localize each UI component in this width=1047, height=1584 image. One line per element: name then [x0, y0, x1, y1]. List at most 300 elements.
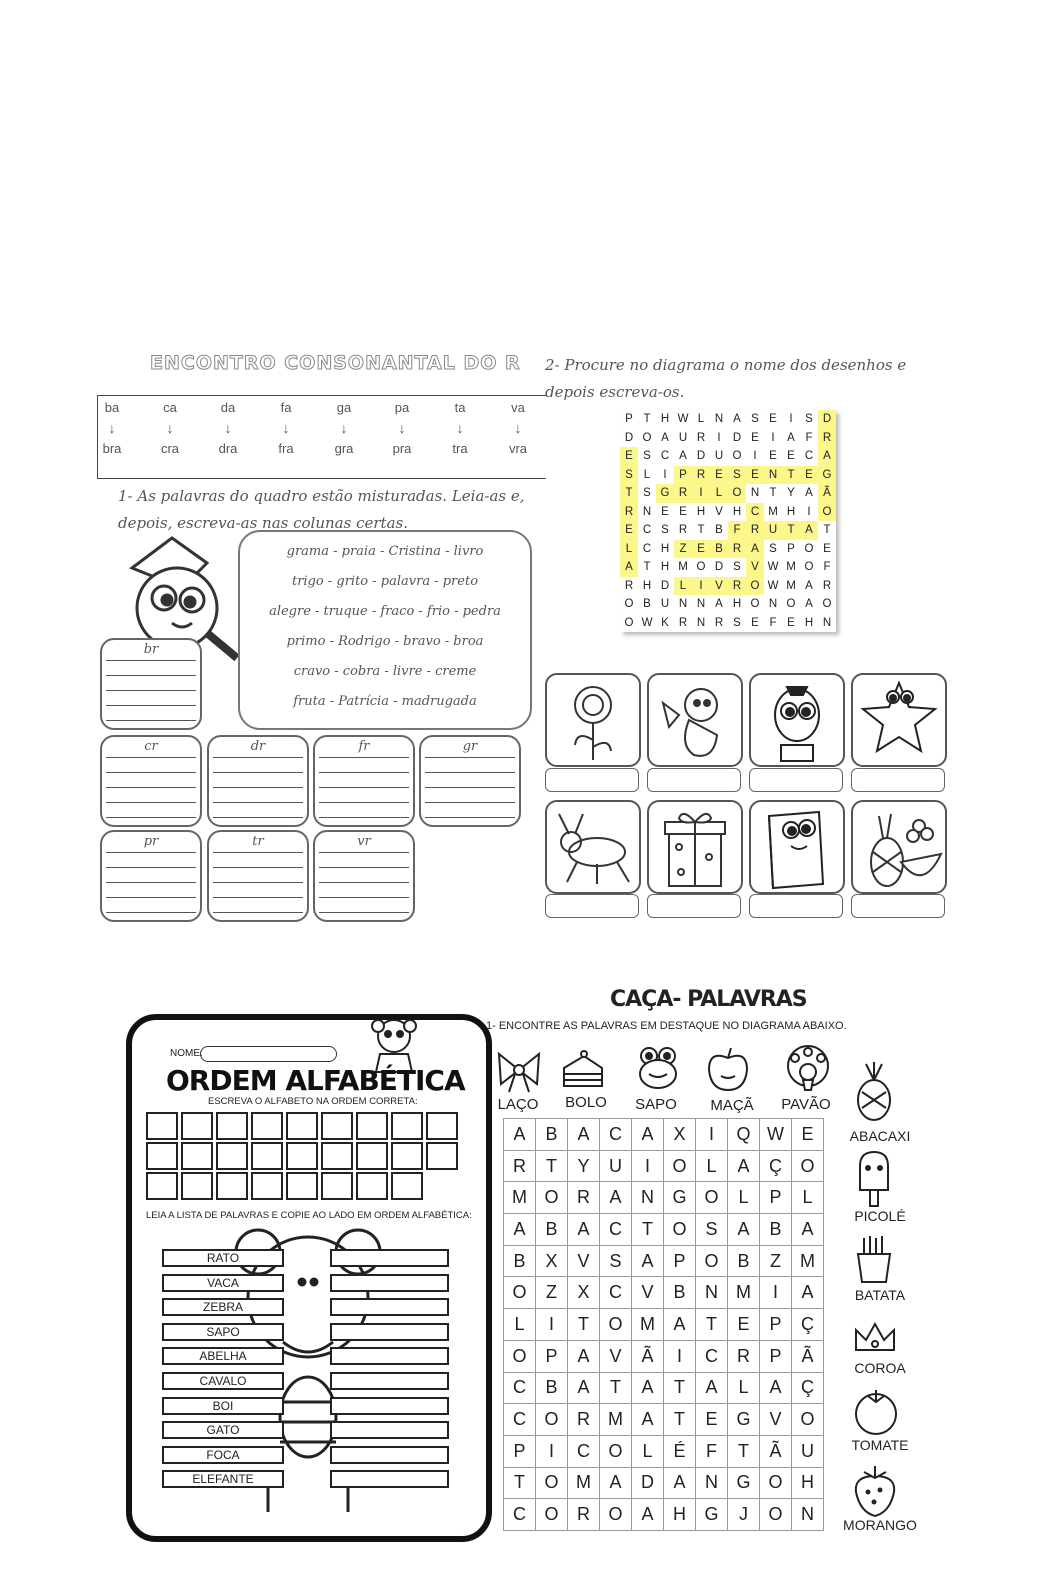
- column-box-br[interactable]: [100, 638, 202, 730]
- grid-cell[interactable]: T: [696, 1309, 728, 1341]
- grid-cell[interactable]: S: [620, 466, 638, 485]
- grid-cell[interactable]: A: [568, 1214, 600, 1246]
- grid-cell[interactable]: A: [661, 431, 669, 444]
- grid-cell[interactable]: E: [792, 1119, 824, 1151]
- grid-cell[interactable]: E: [728, 1309, 760, 1341]
- grid-cell[interactable]: N: [822, 616, 832, 629]
- alphabet-box[interactable]: [251, 1142, 283, 1170]
- grid-cell[interactable]: C: [804, 450, 814, 463]
- grid-cell[interactable]: R: [674, 484, 692, 503]
- grid-cell[interactable]: T: [536, 1150, 568, 1182]
- alphabet-box[interactable]: [146, 1172, 178, 1200]
- grid-cell[interactable]: U: [660, 598, 670, 611]
- alphabet-box[interactable]: [216, 1112, 248, 1140]
- grid-cell[interactable]: O: [600, 1435, 632, 1467]
- grid-cell[interactable]: O: [732, 450, 742, 463]
- grid-cell[interactable]: B: [536, 1119, 568, 1151]
- grid-cell[interactable]: R: [568, 1182, 600, 1214]
- alphabet-box[interactable]: [181, 1142, 213, 1170]
- grid-cell[interactable]: N: [792, 1499, 824, 1531]
- grid-cell[interactable]: H: [664, 1499, 696, 1531]
- grid-cell[interactable]: A: [664, 1309, 696, 1341]
- grid-cell[interactable]: A: [632, 1404, 664, 1436]
- grid-cell[interactable]: B: [536, 1214, 568, 1246]
- grid-cell[interactable]: S: [643, 450, 651, 463]
- grid-cell[interactable]: C: [504, 1372, 536, 1404]
- grid-cell[interactable]: I: [753, 450, 757, 463]
- grid-cell[interactable]: R: [818, 429, 836, 448]
- grid-cell[interactable]: W: [641, 616, 653, 629]
- grid-cell[interactable]: W: [767, 579, 779, 592]
- grid-cell[interactable]: R: [728, 540, 746, 559]
- grid-cell[interactable]: E: [696, 1404, 728, 1436]
- grid-cell[interactable]: F: [696, 1435, 728, 1467]
- grid-cell[interactable]: E: [800, 466, 818, 485]
- grid-cell[interactable]: T: [600, 1372, 632, 1404]
- grid-cell[interactable]: L: [792, 1182, 824, 1214]
- grid-cell[interactable]: N: [696, 598, 706, 611]
- grid-cell[interactable]: I: [663, 468, 667, 481]
- grid-cell[interactable]: P: [625, 413, 633, 426]
- grid-cell[interactable]: R: [696, 431, 706, 444]
- grid-cell[interactable]: B: [715, 524, 723, 537]
- alphabet-box[interactable]: [146, 1112, 178, 1140]
- grid-cell[interactable]: A: [568, 1372, 600, 1404]
- alphabet-box[interactable]: [391, 1112, 423, 1140]
- grid-cell[interactable]: C: [660, 450, 670, 463]
- grid-cell[interactable]: H: [660, 561, 670, 574]
- grid-cell[interactable]: E: [746, 466, 764, 485]
- answer-line[interactable]: [330, 1470, 449, 1488]
- grid-cell[interactable]: É: [664, 1435, 696, 1467]
- alphabet-box[interactable]: [251, 1172, 283, 1200]
- grid-cell[interactable]: N: [696, 1467, 728, 1499]
- grid-cell[interactable]: P: [504, 1435, 536, 1467]
- grid-cell[interactable]: I: [807, 505, 811, 518]
- grid-cell[interactable]: Ã: [792, 1340, 824, 1372]
- grid-cell[interactable]: T: [823, 524, 831, 537]
- grid-cell[interactable]: O: [822, 598, 832, 611]
- grid-cell[interactable]: T: [632, 1214, 664, 1246]
- grid-cell[interactable]: P: [536, 1340, 568, 1372]
- grid-cell[interactable]: R: [692, 466, 710, 485]
- grid-cell[interactable]: V: [632, 1277, 664, 1309]
- grid-cell[interactable]: U: [764, 521, 782, 540]
- alphabet-box[interactable]: [426, 1112, 458, 1140]
- grid-cell[interactable]: H: [804, 616, 814, 629]
- answer-field[interactable]: [749, 894, 843, 918]
- grid-cell[interactable]: E: [823, 542, 831, 555]
- grid-cell[interactable]: L: [674, 577, 692, 596]
- grid-cell[interactable]: R: [714, 616, 724, 629]
- grid-cell[interactable]: R: [568, 1404, 600, 1436]
- grid-cell[interactable]: O: [536, 1467, 568, 1499]
- grid-cell[interactable]: B: [536, 1372, 568, 1404]
- grid-cell[interactable]: M: [568, 1467, 600, 1499]
- grid-cell[interactable]: W: [760, 1119, 792, 1151]
- grid-cell[interactable]: M: [632, 1309, 664, 1341]
- grid-cell[interactable]: O: [504, 1277, 536, 1309]
- grid-cell[interactable]: B: [710, 540, 728, 559]
- answer-field[interactable]: [749, 768, 843, 792]
- grid-cell[interactable]: T: [643, 561, 651, 574]
- grid-cell[interactable]: I: [771, 431, 775, 444]
- grid-cell[interactable]: P: [760, 1340, 792, 1372]
- grid-cell[interactable]: A: [632, 1372, 664, 1404]
- grid-cell[interactable]: A: [792, 1277, 824, 1309]
- grid-cell[interactable]: A: [504, 1119, 536, 1151]
- grid-cell[interactable]: A: [600, 1182, 632, 1214]
- alphabet-box[interactable]: [181, 1112, 213, 1140]
- alphabet-box[interactable]: [216, 1172, 248, 1200]
- alphabet-box[interactable]: [391, 1142, 423, 1170]
- grid-cell[interactable]: T: [664, 1404, 696, 1436]
- grid-cell[interactable]: O: [664, 1214, 696, 1246]
- answer-field[interactable]: [647, 768, 741, 792]
- grid-cell[interactable]: I: [536, 1435, 568, 1467]
- grid-cell[interactable]: Z: [536, 1277, 568, 1309]
- grid-cell[interactable]: Ç: [792, 1309, 824, 1341]
- grid-cell[interactable]: C: [696, 1340, 728, 1372]
- grid-cell[interactable]: C: [568, 1435, 600, 1467]
- grid-cell[interactable]: Y: [568, 1150, 600, 1182]
- grid-cell[interactable]: H: [786, 505, 796, 518]
- grid-cell[interactable]: A: [760, 1372, 792, 1404]
- grid-cell[interactable]: C: [746, 503, 764, 522]
- grid-cell[interactable]: O: [536, 1499, 568, 1531]
- grid-cell[interactable]: H: [660, 413, 670, 426]
- grid-cell[interactable]: U: [600, 1150, 632, 1182]
- grid-cell[interactable]: A: [632, 1499, 664, 1531]
- grid-cell[interactable]: U: [792, 1435, 824, 1467]
- answer-line[interactable]: [330, 1249, 449, 1267]
- grid-cell[interactable]: A: [728, 1214, 760, 1246]
- grid-cell[interactable]: X: [536, 1245, 568, 1277]
- grid-cell[interactable]: F: [823, 561, 831, 574]
- grid-cell[interactable]: O: [642, 431, 652, 444]
- grid-cell[interactable]: S: [751, 413, 759, 426]
- grid-cell[interactable]: O: [750, 598, 760, 611]
- grid-cell[interactable]: E: [710, 466, 728, 485]
- grid-cell[interactable]: L: [697, 413, 705, 426]
- grid-cell[interactable]: I: [664, 1340, 696, 1372]
- grid-cell[interactable]: H: [696, 505, 706, 518]
- grid-cell[interactable]: H: [732, 598, 742, 611]
- grid-cell[interactable]: O: [696, 1182, 728, 1214]
- grid-cell[interactable]: B: [664, 1277, 696, 1309]
- grid-cell[interactable]: K: [661, 616, 669, 629]
- grid-cell[interactable]: T: [782, 466, 800, 485]
- grid-cell[interactable]: L: [643, 468, 651, 481]
- grid-cell[interactable]: T: [782, 521, 800, 540]
- grid-cell[interactable]: M: [678, 561, 688, 574]
- answer-field[interactable]: [647, 894, 741, 918]
- grid-cell[interactable]: H: [642, 579, 652, 592]
- grid-cell[interactable]: A: [568, 1119, 600, 1151]
- grid-cell[interactable]: O: [786, 598, 796, 611]
- grid-cell[interactable]: D: [818, 410, 836, 429]
- grid-cell[interactable]: M: [792, 1245, 824, 1277]
- grid-cell[interactable]: P: [787, 542, 795, 555]
- grid-cell[interactable]: A: [679, 450, 687, 463]
- grid-cell[interactable]: N: [764, 466, 782, 485]
- grid-cell[interactable]: L: [620, 540, 638, 559]
- grid-cell[interactable]: S: [661, 524, 669, 537]
- alphabet-box[interactable]: [356, 1142, 388, 1170]
- grid-cell[interactable]: O: [504, 1340, 536, 1372]
- column-box-pr[interactable]: [100, 830, 202, 922]
- grid-cell[interactable]: B: [728, 1245, 760, 1277]
- grid-cell[interactable]: R: [678, 616, 688, 629]
- grid-cell[interactable]: L: [728, 1182, 760, 1214]
- grid-cell[interactable]: Ç: [792, 1372, 824, 1404]
- grid-cell[interactable]: N: [696, 1277, 728, 1309]
- grid-cell[interactable]: P: [760, 1182, 792, 1214]
- grid-cell[interactable]: C: [642, 524, 652, 537]
- grid-cell[interactable]: S: [769, 542, 777, 555]
- grid-cell[interactable]: R: [678, 524, 688, 537]
- grid-cell[interactable]: V: [600, 1340, 632, 1372]
- grid-cell[interactable]: O: [600, 1309, 632, 1341]
- grid-cell[interactable]: T: [504, 1467, 536, 1499]
- grid-cell[interactable]: A: [620, 558, 638, 577]
- grid-cell[interactable]: Ç: [760, 1150, 792, 1182]
- grid-cell[interactable]: V: [746, 558, 764, 577]
- grid-cell[interactable]: Z: [760, 1245, 792, 1277]
- grid-cell[interactable]: I: [717, 431, 721, 444]
- column-box-gr[interactable]: [419, 735, 521, 827]
- grid-cell[interactable]: A: [792, 1214, 824, 1246]
- grid-cell[interactable]: G: [664, 1182, 696, 1214]
- grid-cell[interactable]: A: [504, 1214, 536, 1246]
- grid-cell[interactable]: D: [714, 561, 724, 574]
- grid-cell[interactable]: S: [600, 1245, 632, 1277]
- grid-cell[interactable]: A: [568, 1340, 600, 1372]
- grid-cell[interactable]: S: [643, 487, 651, 500]
- grid-cell[interactable]: O: [792, 1404, 824, 1436]
- grid-cell[interactable]: X: [568, 1277, 600, 1309]
- grid-cell[interactable]: I: [536, 1309, 568, 1341]
- grid-cell[interactable]: R: [728, 1340, 760, 1372]
- grid-cell[interactable]: T: [697, 524, 705, 537]
- grid-cell[interactable]: V: [568, 1245, 600, 1277]
- grid-cell[interactable]: O: [760, 1499, 792, 1531]
- grid-cell[interactable]: J: [728, 1499, 760, 1531]
- grid-cell[interactable]: L: [710, 484, 728, 503]
- grid-cell[interactable]: A: [787, 431, 795, 444]
- alphabet-box[interactable]: [426, 1142, 458, 1170]
- grid-cell[interactable]: Y: [787, 487, 795, 500]
- answer-line[interactable]: [330, 1347, 449, 1365]
- grid-cell[interactable]: A: [805, 579, 813, 592]
- grid-cell[interactable]: R: [822, 579, 832, 592]
- column-box-fr[interactable]: [313, 735, 415, 827]
- grid-cell[interactable]: I: [696, 1119, 728, 1151]
- answer-line[interactable]: [330, 1421, 449, 1439]
- grid-cell[interactable]: R: [728, 577, 746, 596]
- grid-cell[interactable]: Ã: [818, 484, 836, 503]
- grid-cell[interactable]: A: [746, 540, 764, 559]
- answer-field[interactable]: [545, 768, 639, 792]
- alphabet-box[interactable]: [146, 1142, 178, 1170]
- grid-cell[interactable]: T: [769, 487, 777, 500]
- grid-cell[interactable]: E: [661, 505, 669, 518]
- alphabet-box[interactable]: [321, 1112, 353, 1140]
- alphabet-box[interactable]: [321, 1172, 353, 1200]
- grid-cell[interactable]: M: [768, 505, 778, 518]
- grid-cell[interactable]: A: [600, 1467, 632, 1499]
- grid-cell[interactable]: O: [760, 1467, 792, 1499]
- grid-cell[interactable]: B: [504, 1245, 536, 1277]
- grid-cell[interactable]: N: [750, 487, 760, 500]
- grid-cell[interactable]: I: [692, 577, 710, 596]
- grid-cell[interactable]: T: [728, 1435, 760, 1467]
- grid-cell[interactable]: Ã: [760, 1435, 792, 1467]
- grid-cell[interactable]: E: [751, 616, 759, 629]
- grid-cell[interactable]: H: [792, 1467, 824, 1499]
- grid-cell[interactable]: O: [696, 1245, 728, 1277]
- grid-cell[interactable]: F: [805, 431, 813, 444]
- grid-cell[interactable]: E: [620, 447, 638, 466]
- grid-cell[interactable]: D: [660, 579, 670, 592]
- alphabet-box[interactable]: [286, 1172, 318, 1200]
- grid-cell[interactable]: C: [504, 1404, 536, 1436]
- grid-cell[interactable]: E: [787, 450, 795, 463]
- grid-cell[interactable]: S: [733, 616, 741, 629]
- grid-cell[interactable]: O: [792, 1150, 824, 1182]
- answer-field[interactable]: [851, 768, 945, 792]
- grid-cell[interactable]: A: [728, 1150, 760, 1182]
- grid-cell[interactable]: O: [600, 1499, 632, 1531]
- grid-cell[interactable]: O: [624, 598, 634, 611]
- grid-cell[interactable]: U: [714, 450, 724, 463]
- grid-cell[interactable]: S: [696, 1214, 728, 1246]
- grid-cell[interactable]: G: [696, 1499, 728, 1531]
- grid-cell[interactable]: X: [664, 1119, 696, 1151]
- grid-cell[interactable]: A: [664, 1467, 696, 1499]
- grid-cell[interactable]: M: [786, 561, 796, 574]
- grid-cell[interactable]: E: [769, 450, 777, 463]
- grid-cell[interactable]: B: [760, 1214, 792, 1246]
- grid-cell[interactable]: F: [769, 616, 777, 629]
- grid-cell[interactable]: E: [692, 540, 710, 559]
- grid-cell[interactable]: A: [805, 487, 813, 500]
- grid-cell[interactable]: A: [818, 447, 836, 466]
- column-box-tr[interactable]: [207, 830, 309, 922]
- grid-cell[interactable]: N: [696, 616, 706, 629]
- answer-field[interactable]: [545, 894, 639, 918]
- grid-cell[interactable]: S: [805, 413, 813, 426]
- alphabet-box[interactable]: [356, 1172, 388, 1200]
- grid-cell[interactable]: O: [624, 616, 634, 629]
- grid-cell[interactable]: N: [642, 505, 652, 518]
- grid-cell[interactable]: T: [568, 1309, 600, 1341]
- grid-cell[interactable]: O: [728, 484, 746, 503]
- grid-cell[interactable]: W: [677, 413, 689, 426]
- grid-cell[interactable]: F: [728, 521, 746, 540]
- alphabet-box[interactable]: [286, 1142, 318, 1170]
- grid-cell[interactable]: I: [789, 413, 793, 426]
- grid-cell[interactable]: V: [710, 577, 728, 596]
- grid-cell[interactable]: M: [786, 579, 796, 592]
- answer-line[interactable]: [330, 1323, 449, 1341]
- grid-cell[interactable]: E: [787, 616, 795, 629]
- answer-line[interactable]: [330, 1397, 449, 1415]
- answer-line[interactable]: [330, 1446, 449, 1464]
- grid-cell[interactable]: N: [678, 598, 688, 611]
- grid-cell[interactable]: O: [804, 561, 814, 574]
- nome-field[interactable]: [200, 1046, 337, 1062]
- grid-cell[interactable]: B: [643, 598, 651, 611]
- grid-cell[interactable]: D: [696, 450, 706, 463]
- grid-cell[interactable]: R: [620, 503, 638, 522]
- alphabet-box[interactable]: [286, 1112, 318, 1140]
- grid-cell[interactable]: T: [664, 1372, 696, 1404]
- grid-cell[interactable]: T: [620, 484, 638, 503]
- grid-cell[interactable]: G: [818, 466, 836, 485]
- answer-field[interactable]: [851, 894, 945, 918]
- grid-cell[interactable]: L: [728, 1372, 760, 1404]
- grid-cell[interactable]: A: [696, 1372, 728, 1404]
- grid-cell[interactable]: W: [767, 561, 779, 574]
- grid-cell[interactable]: G: [728, 1467, 760, 1499]
- alphabet-box[interactable]: [181, 1172, 213, 1200]
- grid-cell[interactable]: U: [678, 431, 688, 444]
- answer-line[interactable]: [330, 1372, 449, 1390]
- grid-cell[interactable]: E: [679, 505, 687, 518]
- grid-cell[interactable]: A: [715, 598, 723, 611]
- grid-cell[interactable]: C: [600, 1214, 632, 1246]
- grid-cell[interactable]: S: [728, 466, 746, 485]
- alphabet-box[interactable]: [251, 1112, 283, 1140]
- grid-cell[interactable]: E: [769, 413, 777, 426]
- grid-cell[interactable]: O: [536, 1404, 568, 1436]
- grid-cell[interactable]: C: [504, 1499, 536, 1531]
- grid-cell[interactable]: Q: [728, 1119, 760, 1151]
- grid-cell[interactable]: O: [804, 542, 814, 555]
- grid-cell[interactable]: E: [620, 521, 638, 540]
- grid-cell[interactable]: A: [632, 1245, 664, 1277]
- answer-line[interactable]: [330, 1298, 449, 1316]
- grid-cell[interactable]: A: [805, 598, 813, 611]
- grid-cell[interactable]: V: [760, 1404, 792, 1436]
- grid-cell[interactable]: C: [642, 542, 652, 555]
- grid-cell[interactable]: D: [624, 431, 634, 444]
- grid-cell[interactable]: R: [624, 579, 634, 592]
- grid-cell[interactable]: I: [632, 1150, 664, 1182]
- grid-cell[interactable]: L: [696, 1150, 728, 1182]
- alphabet-box[interactable]: [216, 1142, 248, 1170]
- grid-cell[interactable]: O: [664, 1150, 696, 1182]
- grid-cell[interactable]: G: [656, 484, 674, 503]
- grid-cell[interactable]: N: [714, 413, 724, 426]
- grid-cell[interactable]: D: [632, 1467, 664, 1499]
- grid-cell[interactable]: D: [732, 431, 742, 444]
- grid-cell[interactable]: C: [600, 1119, 632, 1151]
- column-box-vr[interactable]: [313, 830, 415, 922]
- grid-cell[interactable]: H: [732, 505, 742, 518]
- grid-cell[interactable]: E: [751, 431, 759, 444]
- grid-cell[interactable]: H: [660, 542, 670, 555]
- grid-cell[interactable]: M: [728, 1277, 760, 1309]
- grid-cell[interactable]: P: [664, 1245, 696, 1277]
- alphabet-box[interactable]: [321, 1142, 353, 1170]
- grid-cell[interactable]: S: [733, 561, 741, 574]
- grid-cell[interactable]: N: [768, 598, 778, 611]
- grid-cell[interactable]: M: [600, 1404, 632, 1436]
- grid-cell[interactable]: R: [504, 1150, 536, 1182]
- grid-cell[interactable]: C: [600, 1277, 632, 1309]
